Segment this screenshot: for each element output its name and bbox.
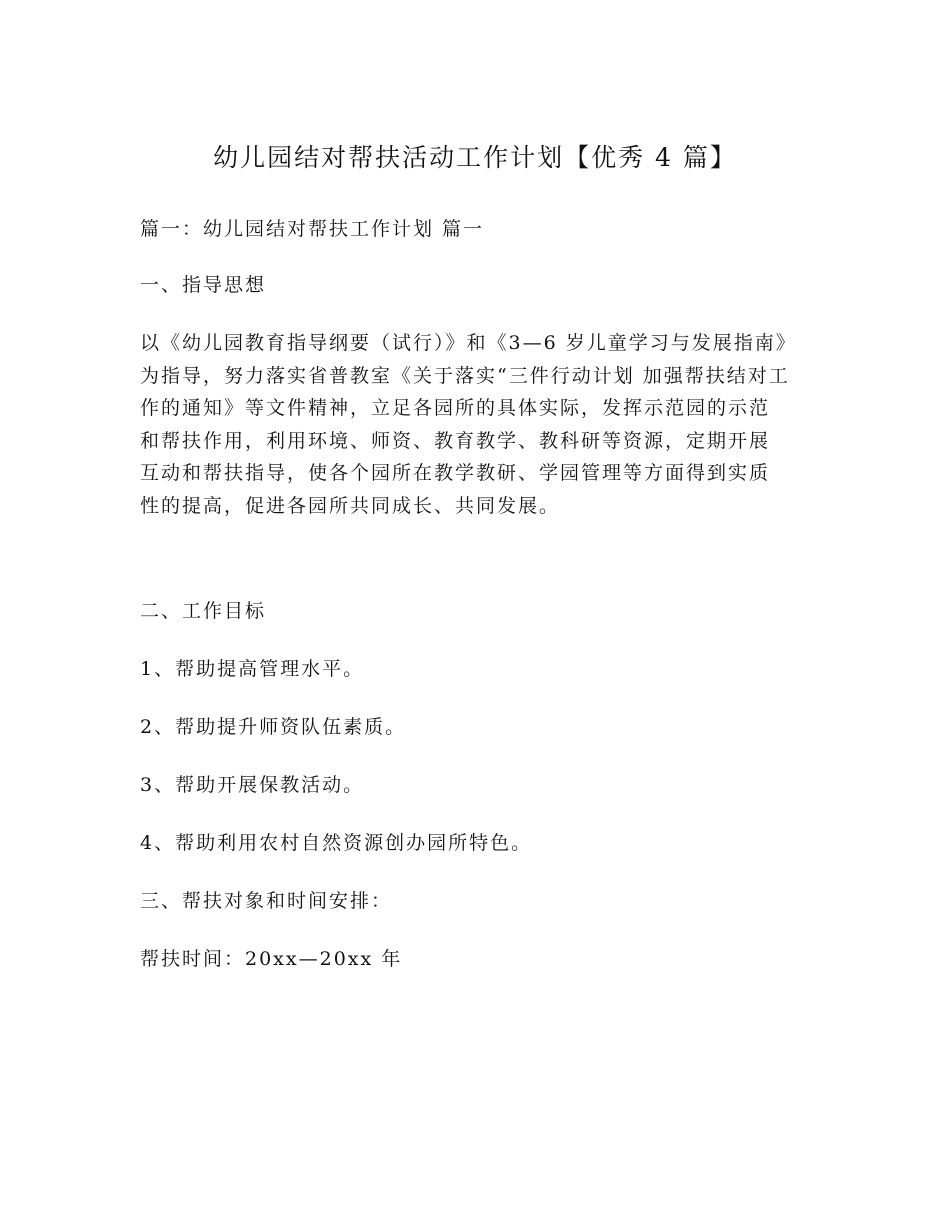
goal-item: 2、帮助提升师资队伍素质。 [140, 716, 407, 738]
goal-item: 4、帮助利用农村自然资源创办园所特色。 [140, 832, 533, 854]
guiding-thought-paragraph [140, 327, 830, 522]
section-heading-targets-schedule: 三、帮扶对象和时间安排： [140, 890, 393, 912]
paragraph-line: 作的通知》等文件精神，立足各园所的具体实际，发挥示范园的示范 [140, 397, 771, 419]
section-heading-guiding-thought: 一、指导思想 [140, 274, 267, 296]
paragraph-line: 以《幼儿园教育指导纲要（试行）》和《3—6 岁儿童学习与发展指南》 [140, 332, 797, 354]
section-heading-work-goals: 二、工作目标 [140, 600, 267, 622]
paragraph-line: 为指导，努力落实省普教室《关于落实“三件行动计划 加强帮扶结对工 [140, 364, 790, 387]
paragraph-line: 和帮扶作用，利用环境、师资、教育教学、教科研等资源，定期开展 [140, 429, 771, 452]
article-subtitle: 篇一：幼儿园结对帮扶工作计划 篇一 [140, 218, 485, 240]
schedule-text: 帮扶时间：20xx—20xx 年 [140, 948, 403, 970]
paragraph-line: 性的提高，促进各园所共同成长、共同发展。 [140, 494, 561, 517]
goal-item: 1、帮助提高管理水平。 [140, 658, 365, 680]
document-title: 幼儿园结对帮扶活动工作计划【优秀 4 篇】 [213, 143, 737, 172]
paragraph-line: 互动和帮扶指导，使各个园所在教学教研、学园管理等方面得到实质 [140, 462, 771, 484]
goal-item: 3、帮助开展保教活动。 [140, 774, 365, 796]
